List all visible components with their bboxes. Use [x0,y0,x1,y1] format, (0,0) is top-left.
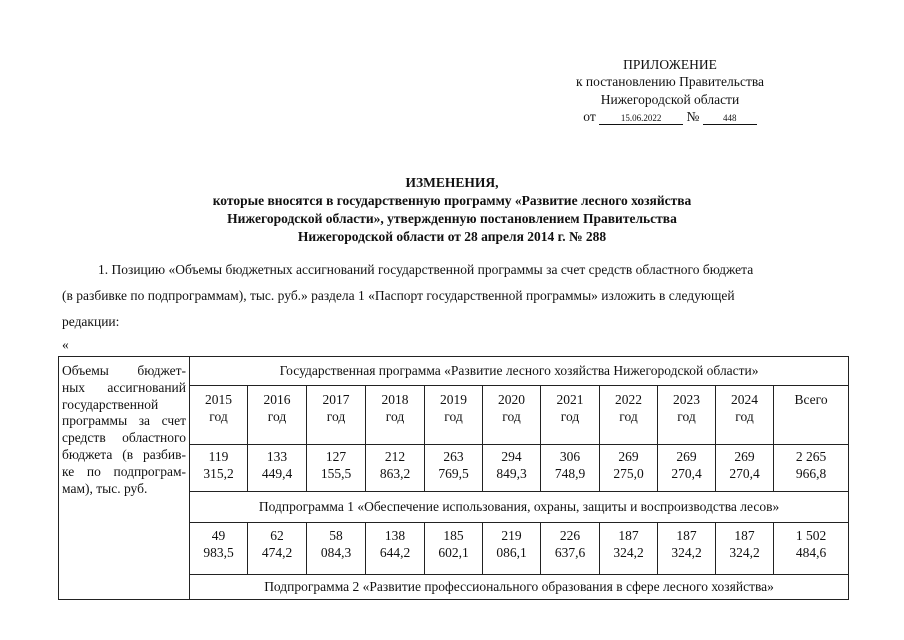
subprogram-1-title: Подпрограмма 1 «Обеспечение использования, охраны, защиты и воспроизводства лесов» [190,492,849,523]
paragraph-line-1: 1. Позицию «Объемы бюджетных ассигнований государственной программы за счет средств областного бюджета [98,262,754,277]
side-line: программы за счет [62,413,186,429]
resolution-number: 448 [703,112,757,125]
total-value-cell: 2 265 966,8 [774,445,849,492]
appendix-line-2: к постановлению Правительства [575,74,765,89]
year-cell: 2015 год [190,386,248,445]
value-cell: 219 086,1 [483,523,541,575]
year-cell: 2023 год [658,386,716,445]
value-cell: 269 275,0 [600,445,658,492]
budget-row-header [59,357,190,600]
budget-table [58,356,849,600]
year-cell: 2016 год [248,386,307,445]
opening-quote: « [62,337,69,352]
appendix-title: ПРИЛОЖЕНИЕ [623,57,717,72]
side-line: бюджета (в разбив- [62,446,186,462]
year-cell: 2021 год [541,386,600,445]
value-cell: 58 084,3 [307,523,366,575]
side-line: ных ассигнований [62,379,186,395]
heading-line-3: Нижегородской области», утвержденную постановлением Правительства [227,211,677,226]
year-cell: 2022 год [600,386,658,445]
heading-line-1: ИЗМЕНЕНИЯ, [405,175,499,190]
year-cell: 2019 год [425,386,483,445]
value-cell: 119 315,2 [190,445,248,492]
value-cell: 138 644,2 [366,523,425,575]
value-cell: 62 474,2 [248,523,307,575]
side-line: средств областного [62,430,186,446]
side-line: государственной [62,396,159,412]
side-line: Объемы бюджет- [62,363,186,378]
subprogram-2-title: Подпрограмма 2 «Развитие профессионального образования в сфере лесного хозяйства» [190,575,849,600]
total-value-cell: 1 502 484,6 [774,523,849,575]
value-cell: 226 637,6 [541,523,600,575]
value-cell: 133 449,4 [248,445,307,492]
value-cell: 49 983,5 [190,523,248,575]
value-cell: 187 324,2 [716,523,774,575]
from-label: от [583,109,596,124]
year-cell: 2024 год [716,386,774,445]
number-label: № [686,109,700,124]
appendix-line-3: Нижегородской области [600,92,740,107]
value-cell: 185 602,1 [425,523,483,575]
side-line: ке по подпрограм- [62,463,186,479]
value-cell: 306 748,9 [541,445,600,492]
value-cell: 294 849,3 [483,445,541,492]
value-cell: 263 769,5 [425,445,483,492]
value-cell: 212 863,2 [366,445,425,492]
value-cell: 127 155,5 [307,445,366,492]
value-cell: 269 270,4 [658,445,716,492]
heading-line-2: которые вносятся в государственную программу «Развитие лесного хозяйства [212,193,692,208]
value-cell: 187 324,2 [600,523,658,575]
side-line: мам), тыс. руб. [62,480,148,496]
program-title: Государственная программа «Развитие лесного хозяйства Нижегородской области» [190,357,849,386]
heading-line-4: Нижегородской области от 28 апреля 2014 г. № 288 [297,229,607,244]
value-cell: 187 324,2 [658,523,716,575]
year-cell: 2018 год [366,386,425,445]
resolution-date: 15.06.2022 [599,112,683,125]
value-cell: 269 270,4 [716,445,774,492]
year-cell: 2017 год [307,386,366,445]
paragraph-line-3: редакции: [62,314,120,329]
paragraph-line-2: (в разбивке по подпрограммам), тыс. руб.» раздела 1 «Паспорт государственной программы» изложить в следующей [62,288,735,303]
year-cell: 2020 год [483,386,541,445]
total-header-cell: Всего [774,386,849,445]
appendix-date-line [520,107,820,126]
